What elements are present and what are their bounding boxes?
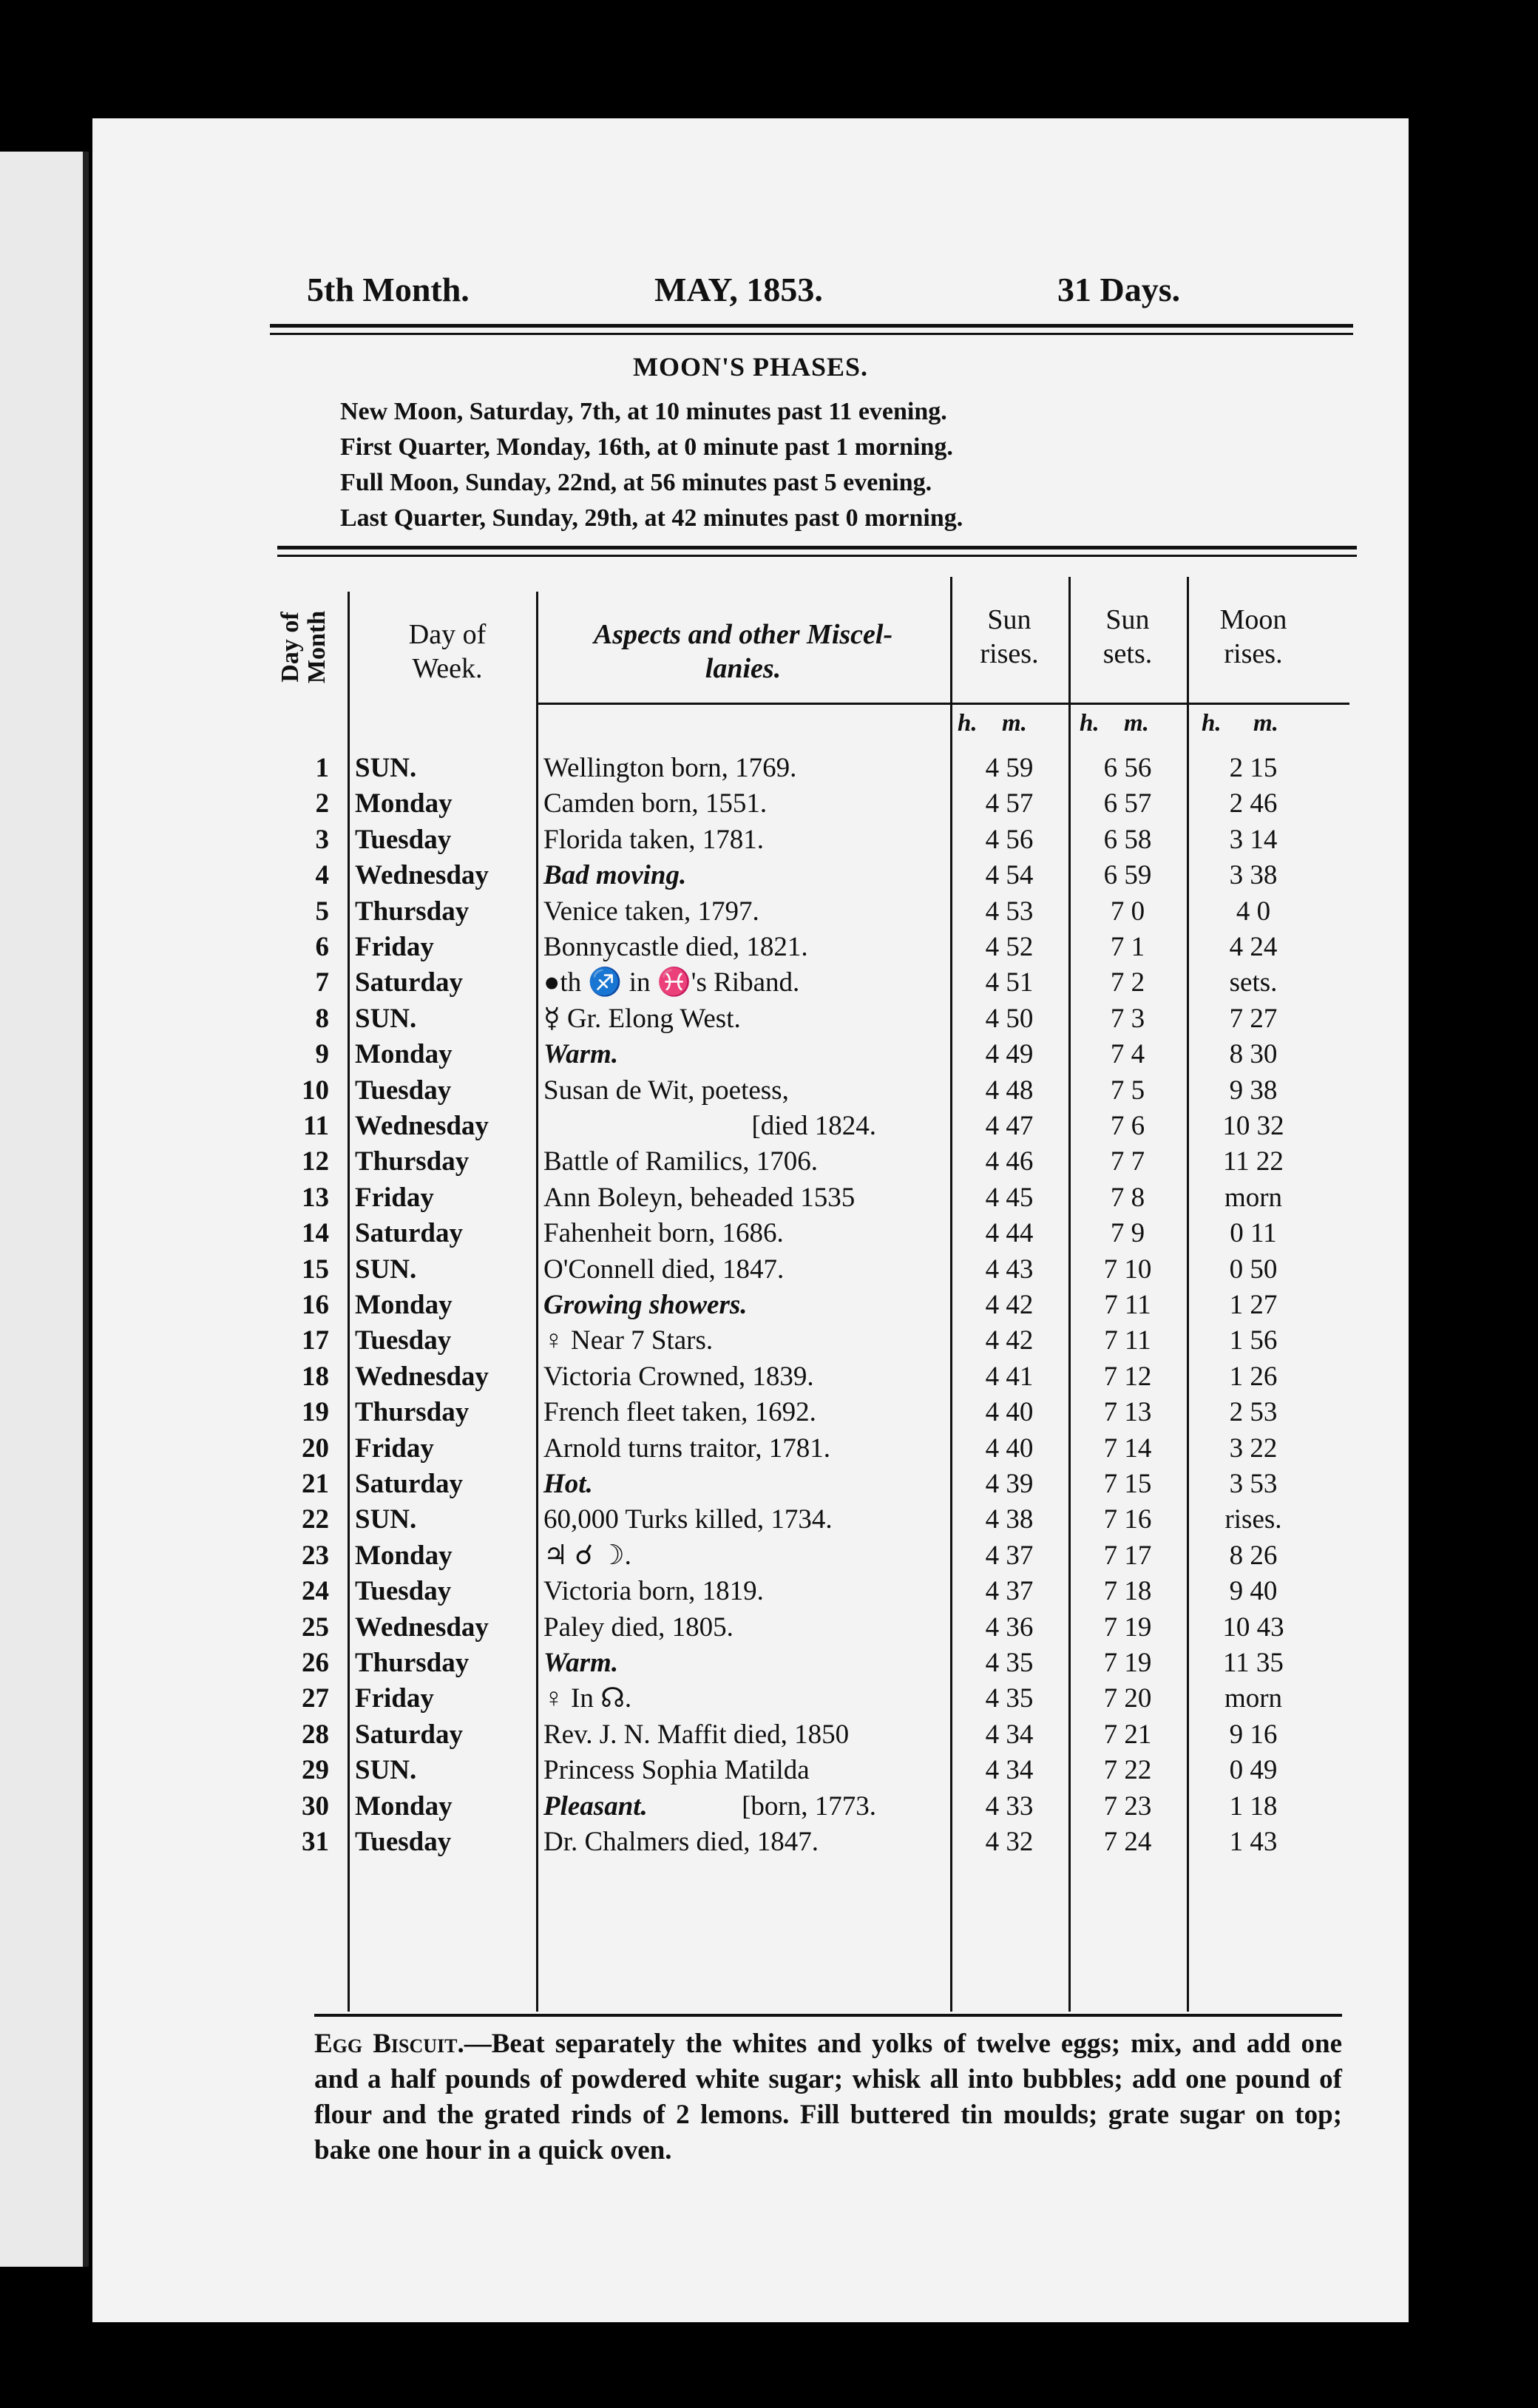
moon-rises-cell: 3 14 xyxy=(1229,824,1278,855)
unit-minute: m. xyxy=(1002,710,1027,737)
aspect-cell: Bad moving. xyxy=(543,860,687,891)
aspect-cell: Arnold turns traitor, 1781. xyxy=(543,1433,830,1464)
sun-rises-cell: 4 49 xyxy=(985,1039,1034,1070)
moon-rises-cell: 9 40 xyxy=(1229,1576,1278,1607)
table-row xyxy=(92,1001,1409,1037)
sun-rises-cell: 4 36 xyxy=(985,1611,1034,1643)
table-rule-top-2 xyxy=(277,555,1357,557)
unit-minute: m. xyxy=(1253,710,1278,737)
header-moon-rises xyxy=(1190,603,1316,671)
day-of-month-cell: 17 xyxy=(302,1325,329,1356)
sun-rises-cell: 4 48 xyxy=(985,1075,1034,1106)
sun-rises-cell: 4 54 xyxy=(985,860,1034,891)
sun-sets-cell: 7 7 xyxy=(1110,1146,1145,1177)
day-of-week-cell: Saturday xyxy=(355,967,463,998)
aspect-cell: Hot. xyxy=(543,1469,593,1499)
aspect-cell: Warm. xyxy=(543,1648,619,1678)
sun-rises-cell: 4 56 xyxy=(985,824,1034,855)
day-of-week-cell: Saturday xyxy=(355,1719,463,1750)
moon-rises-cell: rises. xyxy=(1224,1504,1282,1535)
table-row xyxy=(92,751,1409,786)
sun-rises-cell: 4 42 xyxy=(985,1290,1034,1320)
table-row xyxy=(92,1323,1409,1359)
sun-sets-cell: 6 59 xyxy=(1103,860,1152,891)
aspect-cell: Venice taken, 1797. xyxy=(543,896,759,927)
table-row xyxy=(92,822,1409,858)
day-of-month-cell: 11 xyxy=(303,1111,329,1141)
aspect-cell: Susan de Wit, poetess, xyxy=(543,1075,789,1106)
sun-sets-cell: 7 4 xyxy=(1110,1039,1145,1070)
table-row xyxy=(92,1216,1409,1251)
sun-sets-cell: 7 12 xyxy=(1103,1361,1152,1392)
sun-sets-cell: 7 20 xyxy=(1103,1683,1152,1714)
recipe-text: —Beat separately the whites and yolks of twelve eggs; mix, and add one and a half pounds of powdered white sugar; whisk all into bubbles; add one pound of flour and the grated rinds of 2 lemons. Fill buttered tin moulds; grate sugar on top; bake one hour in a quick oven. xyxy=(314,2029,1342,2165)
moon-rises-cell: 11 22 xyxy=(1223,1146,1284,1177)
sun-rises-cell: 4 35 xyxy=(985,1683,1034,1714)
day-of-month-cell: 31 xyxy=(302,1827,329,1857)
moon-phases-title: MOON'S PHASES. xyxy=(632,352,869,382)
sun-sets-cell: 7 19 xyxy=(1103,1611,1152,1643)
moon-rises-cell: 1 56 xyxy=(1229,1325,1278,1356)
moon-rises-cell: 3 53 xyxy=(1229,1469,1278,1499)
day-of-month-cell: 12 xyxy=(302,1146,329,1177)
header-sun-rises-line2: rises. xyxy=(980,638,1039,669)
day-of-month-cell: 21 xyxy=(302,1469,329,1499)
day-of-week-cell: SUN. xyxy=(355,1755,417,1786)
aspect-cell: Wellington born, 1769. xyxy=(543,753,797,783)
sun-rises-cell: 4 40 xyxy=(985,1397,1034,1428)
day-of-week-cell: Monday xyxy=(355,1290,453,1320)
day-of-week-cell: Thursday xyxy=(355,1648,470,1678)
table-row xyxy=(92,1109,1409,1144)
aspect-cell: [died 1824. xyxy=(751,1111,876,1141)
sun-sets-cell: 6 56 xyxy=(1103,753,1152,783)
day-of-week-cell: SUN. xyxy=(355,1003,417,1034)
left-page-fragment xyxy=(0,152,83,2267)
sun-rises-cell: 4 52 xyxy=(985,932,1034,962)
table-row xyxy=(92,930,1409,965)
recipe-rule xyxy=(314,2014,1342,2017)
table-row xyxy=(92,1538,1409,1574)
aspect-cell: Dr. Chalmers died, 1847. xyxy=(543,1827,819,1857)
day-of-week-cell: SUN. xyxy=(355,1504,417,1535)
sun-sets-cell: 6 58 xyxy=(1103,824,1152,855)
day-of-month-cell: 3 xyxy=(315,824,329,855)
sun-sets-cell: 7 10 xyxy=(1103,1254,1152,1285)
sun-rises-cell: 4 35 xyxy=(985,1648,1034,1678)
table-row xyxy=(92,1037,1409,1072)
day-of-week-cell: Friday xyxy=(355,1182,434,1213)
day-of-month-cell: 23 xyxy=(302,1540,329,1571)
moon-phase-line: New Moon, Saturday, 7th, at 10 minutes past 11 evening. xyxy=(340,398,947,425)
unit-hour: h. xyxy=(1080,710,1100,737)
day-of-week-cell: Saturday xyxy=(355,1218,463,1249)
sun-sets-cell: 7 6 xyxy=(1110,1111,1145,1141)
moon-rises-cell: 4 0 xyxy=(1236,896,1271,927)
day-of-month-cell: 28 xyxy=(302,1719,329,1750)
aspect-cell: Camden born, 1551. xyxy=(543,788,768,819)
header-day-of-month-line2: Month xyxy=(303,610,331,684)
sun-sets-cell: 7 19 xyxy=(1103,1648,1152,1678)
moon-rises-cell: 9 38 xyxy=(1229,1075,1278,1106)
moon-rises-cell: 1 26 xyxy=(1229,1361,1278,1392)
unit-minute: m. xyxy=(1124,710,1149,737)
sun-rises-cell: 4 51 xyxy=(985,967,1034,998)
sun-sets-cell: 6 57 xyxy=(1103,788,1152,819)
sun-rises-cell: 4 42 xyxy=(985,1325,1034,1356)
aspect-cell: Pleasant. xyxy=(543,1790,648,1822)
sun-rises-cell: 4 45 xyxy=(985,1182,1034,1213)
aspect-cell: ☿ Gr. Elong West. xyxy=(543,1003,741,1034)
moon-rises-cell: 0 50 xyxy=(1229,1254,1278,1285)
table-row xyxy=(92,965,1409,1001)
day-of-month-cell: 16 xyxy=(302,1290,329,1320)
sun-sets-cell: 7 14 xyxy=(1103,1433,1152,1464)
aspect-cell: Fahenheit born, 1686. xyxy=(543,1218,784,1249)
day-of-month-cell: 10 xyxy=(302,1075,329,1106)
header-aspects xyxy=(543,618,943,686)
unit-hour: h. xyxy=(958,710,978,737)
aspect-cell: O'Connell died, 1847. xyxy=(543,1254,785,1285)
table-row xyxy=(92,1359,1409,1395)
sun-rises-cell: 4 34 xyxy=(985,1719,1034,1750)
aspect-cell: ●th ♐ in ♓'s Riband. xyxy=(543,967,800,998)
header-underline xyxy=(536,703,1349,705)
moon-phase-line: Last Quarter, Sunday, 29th, at 42 minutes past 0 morning. xyxy=(340,504,963,532)
day-of-month-cell: 2 xyxy=(315,788,329,819)
moon-rises-cell: morn xyxy=(1224,1683,1283,1714)
sun-sets-cell: 7 5 xyxy=(1110,1075,1145,1106)
table-row xyxy=(92,1824,1409,1860)
table-row xyxy=(92,1180,1409,1216)
moon-rises-cell: 7 27 xyxy=(1229,1003,1278,1034)
sun-rises-cell: 4 37 xyxy=(985,1576,1034,1607)
day-of-month-cell: 8 xyxy=(315,1003,329,1034)
day-of-week-cell: SUN. xyxy=(355,1254,417,1285)
month-number: 5th Month. xyxy=(307,271,470,308)
aspect-cell: Bonnycastle died, 1821. xyxy=(543,932,808,962)
moon-rises-cell: 0 49 xyxy=(1229,1755,1278,1786)
page-title: MAY, 1853. xyxy=(654,271,823,308)
table-row xyxy=(92,1717,1409,1753)
day-of-week-cell: Saturday xyxy=(355,1469,463,1499)
table-row xyxy=(92,1073,1409,1109)
sun-sets-cell: 7 23 xyxy=(1103,1790,1152,1822)
moon-rises-cell: 3 38 xyxy=(1229,860,1278,891)
moon-rises-cell: 8 30 xyxy=(1229,1039,1278,1070)
header-sun-sets-line1: Sun xyxy=(1105,604,1150,635)
moon-rises-cell: 11 35 xyxy=(1223,1648,1284,1678)
day-of-week-cell: Monday xyxy=(355,1039,453,1070)
sun-rises-cell: 4 50 xyxy=(985,1003,1034,1034)
table-row xyxy=(92,786,1409,822)
aspect-cell: Ann Boleyn, beheaded 1535 xyxy=(543,1182,856,1213)
day-of-week-cell: Monday xyxy=(355,788,453,819)
day-of-month-cell: 13 xyxy=(302,1182,329,1213)
day-of-month-cell: 19 xyxy=(302,1397,329,1428)
sun-rises-cell: 4 57 xyxy=(985,788,1034,819)
day-of-month-cell: 7 xyxy=(315,967,329,998)
aspect-cell: French fleet taken, 1692. xyxy=(543,1397,816,1428)
day-of-month-cell: 20 xyxy=(302,1433,329,1464)
day-of-week-cell: Tuesday xyxy=(355,1576,452,1607)
recipe-title: Egg Biscuit. xyxy=(314,2029,464,2059)
table-row xyxy=(92,1144,1409,1180)
sun-sets-cell: 7 9 xyxy=(1110,1218,1145,1249)
moon-phase-line: First Quarter, Monday, 16th, at 0 minute past 1 morning. xyxy=(340,433,953,461)
table-row xyxy=(92,1431,1409,1467)
sun-sets-cell: 7 13 xyxy=(1103,1397,1152,1428)
day-of-week-cell: Thursday xyxy=(355,896,470,927)
sun-rises-cell: 4 39 xyxy=(985,1469,1034,1499)
table-row xyxy=(92,1789,1409,1824)
moon-rises-cell: 9 16 xyxy=(1229,1719,1278,1750)
day-of-month-cell: 15 xyxy=(302,1254,329,1285)
day-of-week-cell: Wednesday xyxy=(355,1611,489,1643)
page-gutter xyxy=(83,152,89,2267)
sun-sets-cell: 7 0 xyxy=(1110,896,1145,927)
sun-sets-cell: 7 16 xyxy=(1103,1504,1152,1535)
aspect-cell: ♀ Near 7 Stars. xyxy=(543,1325,714,1356)
day-of-week-cell: Tuesday xyxy=(355,1325,452,1356)
day-of-month-cell: 18 xyxy=(302,1361,329,1392)
header-sun-rises-line1: Sun xyxy=(987,604,1031,635)
day-of-month-cell: 24 xyxy=(302,1576,329,1607)
header-day-of-week-line1: Day of xyxy=(408,619,487,650)
moon-rises-cell: 1 43 xyxy=(1229,1827,1278,1857)
sun-sets-cell: 7 11 xyxy=(1104,1325,1151,1356)
header-aspects-line1: Aspects and other Miscel- xyxy=(593,619,893,650)
day-of-week-cell: Tuesday xyxy=(355,824,452,855)
header-day-of-week-line2: Week. xyxy=(412,653,483,684)
header-moon-rises-line1: Moon xyxy=(1219,604,1287,635)
day-of-week-cell: Friday xyxy=(355,1683,434,1714)
moon-rises-cell: 1 27 xyxy=(1229,1290,1278,1320)
moon-rises-cell: 2 53 xyxy=(1229,1397,1278,1428)
sun-sets-cell: 7 8 xyxy=(1110,1182,1145,1213)
table-row xyxy=(92,1646,1409,1681)
moon-rises-cell: 2 15 xyxy=(1229,753,1278,783)
days-count: 31 Days. xyxy=(1057,271,1181,308)
aspect-cell: 60,000 Turks killed, 1734. xyxy=(543,1504,833,1535)
sun-rises-cell: 4 33 xyxy=(985,1790,1034,1822)
sun-sets-cell: 7 11 xyxy=(1104,1290,1151,1320)
aspect-cell-continuation: [born, 1773. xyxy=(742,1790,876,1822)
sun-sets-cell: 7 18 xyxy=(1103,1576,1152,1607)
aspect-cell: Victoria Crowned, 1839. xyxy=(543,1361,814,1392)
table-row xyxy=(92,1467,1409,1502)
sun-rises-cell: 4 41 xyxy=(985,1361,1034,1392)
table-rule-top xyxy=(277,546,1357,549)
aspect-cell: Rev. J. N. Maffit died, 1850 xyxy=(543,1719,850,1750)
sun-sets-cell: 7 22 xyxy=(1103,1755,1152,1786)
sun-rises-cell: 4 59 xyxy=(985,753,1034,783)
sun-rises-cell: 4 40 xyxy=(985,1433,1034,1464)
day-of-week-cell: Thursday xyxy=(355,1397,470,1428)
moon-rises-cell: sets. xyxy=(1229,967,1278,998)
day-of-week-cell: Tuesday xyxy=(355,1075,452,1106)
unit-hour: h. xyxy=(1202,710,1222,737)
day-of-week-cell: Wednesday xyxy=(355,1361,489,1392)
day-of-month-cell: 1 xyxy=(315,753,329,783)
moon-rises-cell: 4 24 xyxy=(1229,932,1278,962)
moon-rises-cell: 3 22 xyxy=(1229,1433,1278,1464)
aspect-cell: Princess Sophia Matilda xyxy=(543,1755,810,1786)
moon-rises-cell: 8 26 xyxy=(1229,1540,1278,1571)
day-of-month-cell: 27 xyxy=(302,1683,329,1714)
sun-rises-cell: 4 53 xyxy=(985,896,1034,927)
day-of-month-cell: 9 xyxy=(315,1039,329,1070)
sun-rises-cell: 4 34 xyxy=(985,1755,1034,1786)
header-day-of-month xyxy=(277,592,331,703)
moon-rises-cell: 10 43 xyxy=(1222,1611,1284,1643)
day-of-week-cell: SUN. xyxy=(355,753,417,783)
header-sun-sets-line2: sets. xyxy=(1102,638,1153,669)
sun-sets-cell: 7 17 xyxy=(1103,1540,1152,1571)
header-rule-top xyxy=(270,324,1353,328)
day-of-month-cell: 14 xyxy=(302,1218,329,1249)
sun-rises-cell: 4 46 xyxy=(985,1146,1034,1177)
day-of-week-cell: Tuesday xyxy=(355,1827,452,1857)
day-of-month-cell: 30 xyxy=(302,1790,329,1822)
day-of-month-cell: 22 xyxy=(302,1504,329,1535)
day-of-week-cell: Thursday xyxy=(355,1146,470,1177)
table-row xyxy=(92,1288,1409,1323)
table-row xyxy=(92,894,1409,930)
aspect-cell: Growing showers. xyxy=(543,1290,748,1320)
aspect-cell: Victoria born, 1819. xyxy=(543,1576,764,1607)
sun-rises-cell: 4 38 xyxy=(985,1504,1034,1535)
header-sun-sets xyxy=(1072,603,1183,671)
sun-sets-cell: 7 2 xyxy=(1110,967,1145,998)
aspect-cell: Battle of Ramilics, 1706. xyxy=(543,1146,818,1177)
day-of-week-cell: Friday xyxy=(355,1433,434,1464)
day-of-week-cell: Wednesday xyxy=(355,860,489,891)
sun-rises-cell: 4 47 xyxy=(985,1111,1034,1141)
day-of-week-cell: Wednesday xyxy=(355,1111,489,1141)
table-row xyxy=(92,1610,1409,1646)
moon-rises-cell: 2 46 xyxy=(1229,788,1278,819)
table-row xyxy=(92,1252,1409,1288)
sun-rises-cell: 4 43 xyxy=(985,1254,1034,1285)
table-row xyxy=(92,858,1409,893)
sun-rises-cell: 4 32 xyxy=(985,1827,1034,1857)
header-aspects-line2: lanies. xyxy=(705,653,782,684)
header-day-of-week xyxy=(373,618,521,686)
table-row xyxy=(92,1395,1409,1430)
moon-rises-cell: morn xyxy=(1224,1182,1283,1213)
day-of-month-cell: 29 xyxy=(302,1755,329,1786)
aspect-cell: Warm. xyxy=(543,1039,619,1070)
sun-sets-cell: 7 3 xyxy=(1110,1003,1145,1034)
header-moon-rises-line2: rises. xyxy=(1224,638,1283,669)
sun-sets-cell: 7 1 xyxy=(1110,932,1145,962)
day-of-month-cell: 25 xyxy=(302,1611,329,1643)
day-of-week-cell: Monday xyxy=(355,1540,453,1571)
moon-phase-line: Full Moon, Sunday, 22nd, at 56 minutes past 5 evening. xyxy=(340,469,932,496)
almanac-page xyxy=(92,118,1409,2322)
day-of-month-cell: 26 xyxy=(302,1648,329,1678)
day-of-month-cell: 6 xyxy=(315,932,329,962)
sun-sets-cell: 7 15 xyxy=(1103,1469,1152,1499)
recipe-paragraph xyxy=(314,2026,1342,2168)
table-row xyxy=(92,1574,1409,1609)
sun-rises-cell: 4 44 xyxy=(985,1218,1034,1249)
moon-rises-cell: 10 32 xyxy=(1222,1111,1284,1141)
aspect-cell: ♀ In ☊. xyxy=(543,1683,632,1714)
aspect-cell: Florida taken, 1781. xyxy=(543,824,765,855)
header-rule-bottom xyxy=(270,333,1353,335)
header-sun-rises xyxy=(954,603,1065,671)
day-of-month-cell: 5 xyxy=(315,896,329,927)
table-row xyxy=(92,1681,1409,1717)
day-of-week-cell: Friday xyxy=(355,932,434,962)
day-of-month-cell: 4 xyxy=(315,860,329,891)
table-row xyxy=(92,1753,1409,1788)
header-day-of-month-line1: Day of xyxy=(277,612,304,683)
table-row xyxy=(92,1502,1409,1538)
moon-rises-cell: 1 18 xyxy=(1229,1790,1278,1822)
sun-sets-cell: 7 24 xyxy=(1103,1827,1152,1857)
sun-sets-cell: 7 21 xyxy=(1103,1719,1152,1750)
sun-rises-cell: 4 37 xyxy=(985,1540,1034,1571)
day-of-week-cell: Monday xyxy=(355,1790,453,1822)
aspect-cell: Paley died, 1805. xyxy=(543,1611,734,1643)
moon-rises-cell: 0 11 xyxy=(1230,1218,1277,1249)
aspect-cell: ♃ ☌ ☽. xyxy=(543,1540,631,1571)
